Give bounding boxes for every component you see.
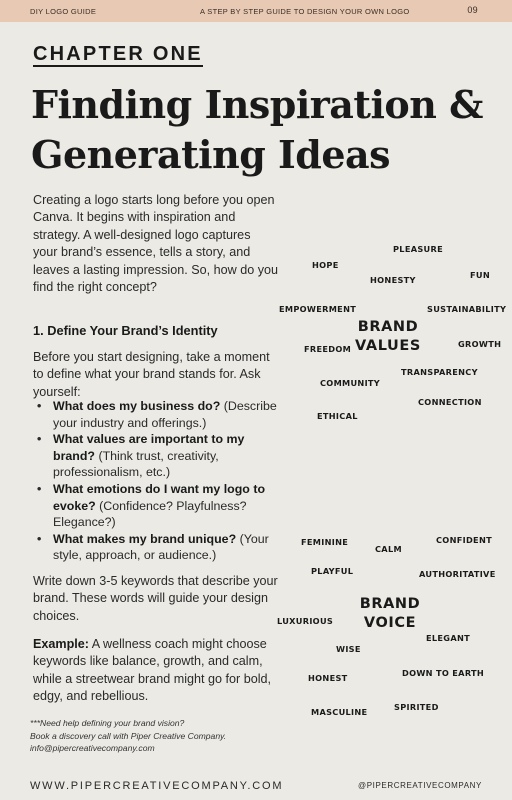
cloud-word: HONEST bbox=[308, 673, 348, 683]
cloud-word: HOPE bbox=[312, 260, 339, 270]
cloud-word: ELEGANT bbox=[426, 633, 470, 643]
cloud-word: MASCULINE bbox=[311, 707, 368, 717]
list-item bbox=[33, 531, 278, 564]
cloud-word: LUXURIOUS bbox=[277, 616, 334, 626]
question-list bbox=[33, 398, 278, 564]
cloud-word: PLAYFUL bbox=[311, 566, 354, 576]
list-item bbox=[33, 431, 278, 481]
question-detail: (Confidence? Playfulness? Elegance?) bbox=[53, 498, 247, 530]
cloud-word: TRANSPARENCY bbox=[401, 367, 478, 377]
cloud-word: WISE bbox=[336, 644, 361, 654]
cloud-word: SPIRITED bbox=[394, 702, 439, 712]
cloud-title-line: BRAND bbox=[359, 596, 421, 612]
question-detail: (Your style, approach, or audience.) bbox=[53, 531, 269, 563]
page-title bbox=[31, 80, 501, 180]
cloud-word: GROWTH bbox=[458, 339, 502, 349]
list-item bbox=[33, 481, 278, 531]
example-text: A wellness coach might choose keywords like balance, growth, and calm, while a streetwear brand might go for bold, edgy, and rebellious. bbox=[33, 637, 272, 704]
guide-name: DIY LOGO GUIDE bbox=[30, 7, 97, 16]
list-item bbox=[33, 398, 278, 431]
brand-values-title bbox=[350, 318, 426, 356]
cloud-word: AUTHORITATIVE bbox=[419, 569, 496, 579]
question-bold: What does my business do? bbox=[53, 399, 221, 413]
cloud-word: CALM bbox=[375, 544, 402, 554]
chapter-label: CHAPTER ONE bbox=[33, 43, 203, 65]
question-bold: What makes my brand unique? bbox=[53, 531, 237, 546]
cloud-word: COMMUNITY bbox=[320, 378, 381, 388]
cloud-title-line: BRAND bbox=[357, 319, 419, 335]
question-detail: (Think trust, creativity, professionalism, etc.) bbox=[53, 448, 219, 480]
top-banner bbox=[0, 0, 512, 22]
cloud-word: DOWN TO EARTH bbox=[402, 668, 485, 678]
cloud-word: EMPOWERMENT bbox=[279, 304, 357, 314]
cloud-title-line: VALUES bbox=[355, 338, 421, 354]
note-line-1: ***Need help defining your brand vision? bbox=[30, 718, 185, 728]
example-label: Example: bbox=[33, 637, 89, 651]
question-bold: What emotions do I want my logo to evoke? bbox=[53, 481, 266, 513]
note-email[interactable]: info@pipercreativecompany.com bbox=[30, 743, 155, 754]
cloud-word: CONNECTION bbox=[418, 397, 482, 407]
question-bold: What values are important to my brand? bbox=[53, 432, 245, 463]
guide-subtitle: A STEP BY STEP GUIDE TO DESIGN YOUR OWN LOGO bbox=[200, 7, 410, 16]
website-link[interactable]: WWW.PIPERCREATIVECOMPANY.COM bbox=[30, 780, 284, 792]
example-paragraph bbox=[33, 636, 283, 706]
brand-voice-title bbox=[352, 595, 428, 633]
cloud-word: CONFIDENT bbox=[436, 535, 492, 545]
cloud-word: FEMININE bbox=[301, 537, 349, 547]
section-lead: Before you start designing, take a moment to define what your brand stands for. Ask yourself: bbox=[33, 350, 270, 399]
note-line-2: Book a discovery call with Piper Creative Company. bbox=[30, 730, 227, 741]
page-number: 09 bbox=[467, 5, 478, 15]
discovery-call-note bbox=[30, 717, 290, 755]
cloud-word: SUSTAINABILITY bbox=[427, 304, 507, 314]
cloud-word: PLEASURE bbox=[393, 244, 443, 254]
cloud-word: FREEDOM bbox=[304, 344, 352, 354]
cloud-word: HONESTY bbox=[370, 275, 416, 285]
question-detail: (Describe your industry and offerings.) bbox=[53, 399, 277, 430]
cloud-word: ETHICAL bbox=[317, 411, 358, 421]
intro-paragraph: Creating a logo starts long before you open Canva. It begins with inspiration and strategy. A well-designed logo captures your brand’s essence, tells a story, and leaves a lasting impression. So, how do you find the right concept? bbox=[33, 193, 279, 295]
keywords-paragraph: Write down 3-5 keywords that describe your brand. These words will guide your design choices. bbox=[33, 574, 278, 623]
cloud-word: FUN bbox=[470, 270, 490, 280]
title-line-1: Finding Inspiration & bbox=[31, 82, 483, 127]
cloud-title-line: VOICE bbox=[363, 615, 417, 631]
social-handle[interactable]: @PIPERCREATIVECOMPANY bbox=[358, 781, 482, 790]
title-line-2: Generating Ideas bbox=[31, 132, 391, 177]
section-heading: 1. Define Your Brand’s Identity bbox=[33, 323, 218, 338]
